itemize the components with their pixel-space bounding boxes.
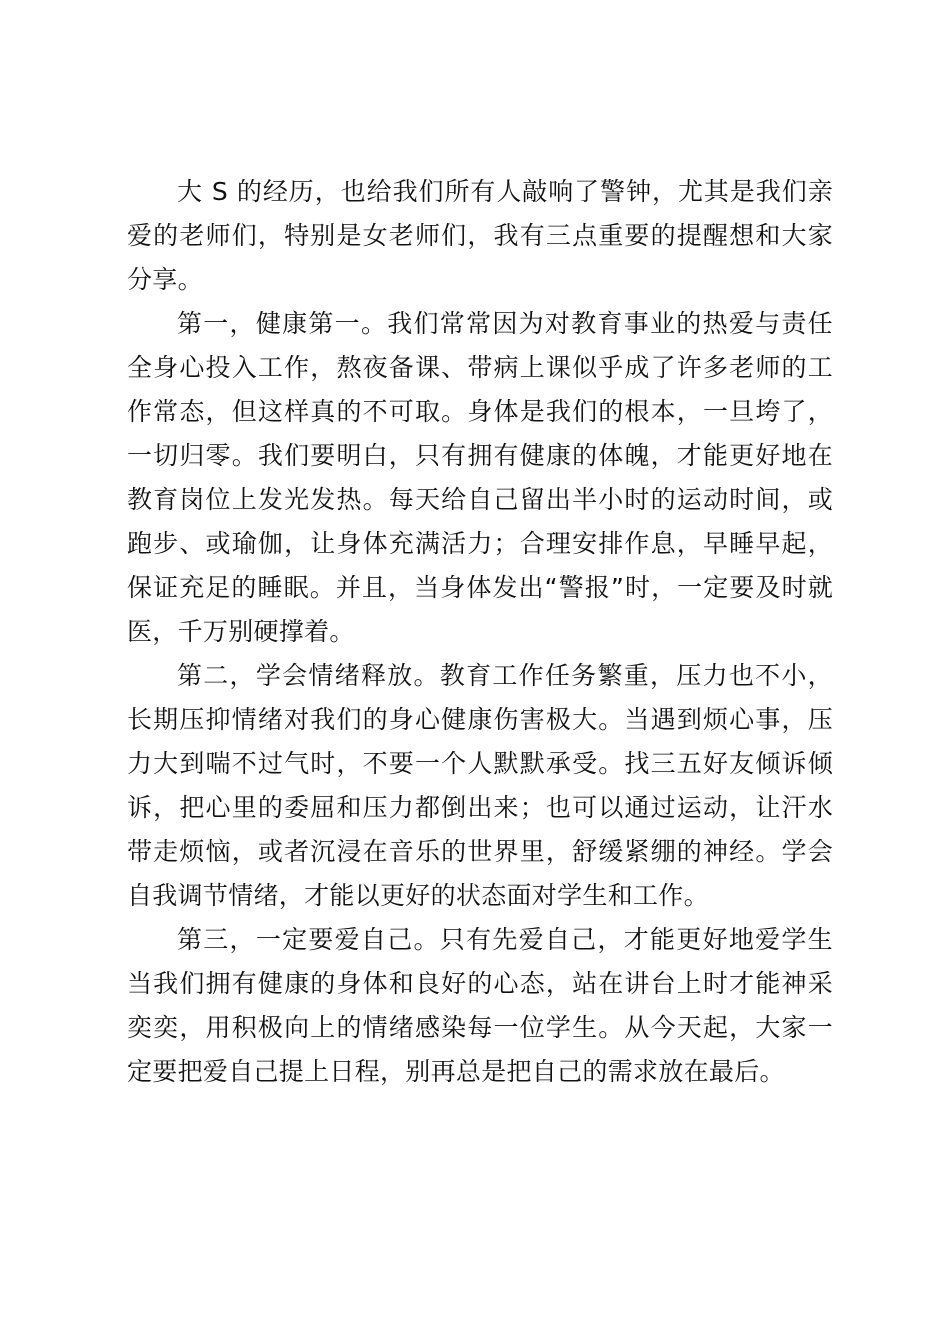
article-body (127, 170, 833, 1094)
paragraph-point-one: 第一，健康第一。我们常常因为对教育事业的热爱与责任全身心投入工作，熬夜备课、带病上课似乎成了许多老师的工作常态，但这样真的不可取。身体是我们的根本，一旦垮了，一切归零。我们要明白，只有拥有健康的体魄，才能更好地在教育岗位上发光发热。每天给自己留出半小时的运动时间，或跑步、或瑜伽，让身体充满活力；合理安排作息，早睡早起，保证充足的睡眠。并且，当身体发出“警报”时，一定要及时就医，千万别硬撑着。 (127, 309, 833, 646)
paragraph-point-two: 第二，学会情绪释放。教育工作任务繁重，压力也不小，长期压抑情绪对我们的身心健康伤害极大。当遇到烦心事，压力大到喘不过气时，不要一个人默默承受。找三五好友倾诉倾诉，把心里的委屈和压力都倒出来；也可以通过运动，让汗水带走烦恼，或者沉浸在音乐的世界里，舒缓紧绷的神经。学会自我调节情绪，才能以更好的状态面对学生和工作。 (127, 661, 833, 910)
paragraph-point-three: 第三，一定要爱自己。只有先爱自己，才能更好地爱学生当我们拥有健康的身体和良好的心态，站在讲台上时才能神采奕奕，用积极向上的情绪感染每一位学生。从今天起，大家一定要把爱自己提上日程，别再总是把自己的需求放在最后。 (127, 925, 833, 1086)
paragraph-intro: 大 S 的经历，也给我们所有人敲响了警钟，尤其是我们亲爱的老师们，特别是女老师们，我有三点重要的提醒想和大家分享。 (127, 177, 833, 294)
